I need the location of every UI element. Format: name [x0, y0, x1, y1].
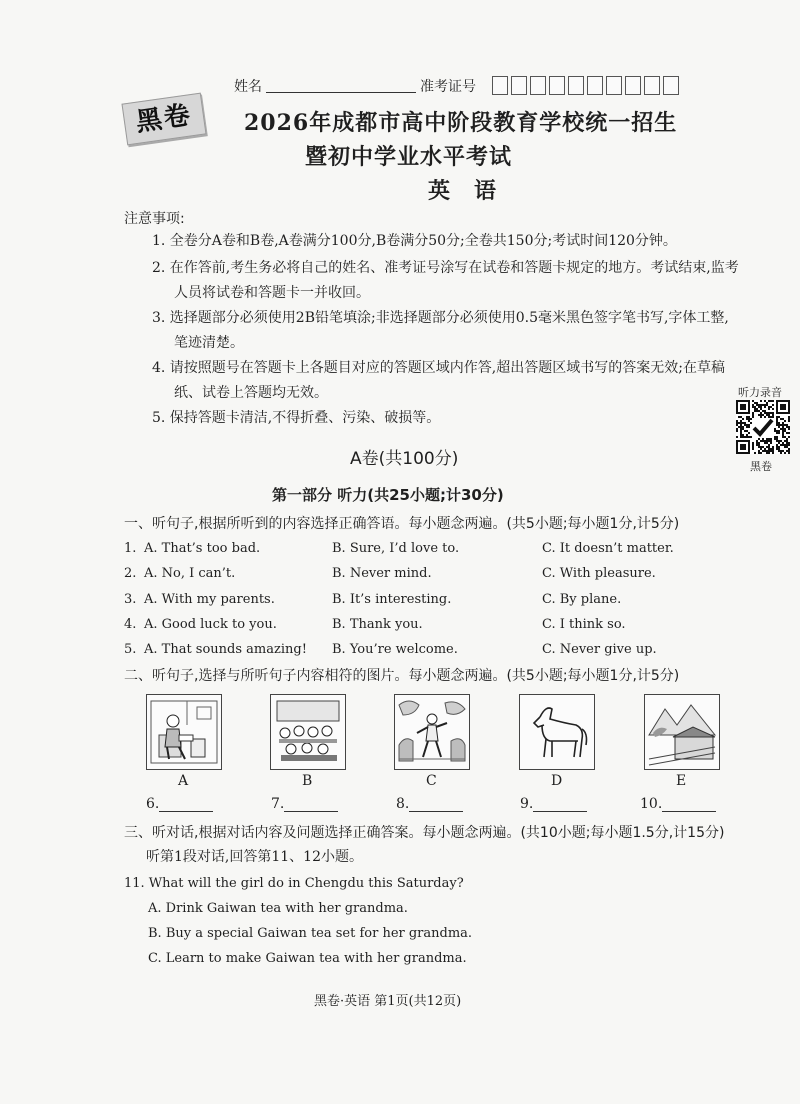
note-item: 5. 保持答题卡清洁,不得折叠、污染、破损等。 — [152, 410, 441, 426]
question-11-option-b[interactable]: B. Buy a special Gaiwan tea set for her grandma. — [148, 926, 473, 941]
name-label: 姓名 — [234, 79, 262, 95]
id-digit-box[interactable] — [530, 76, 546, 95]
qr-code-icon[interactable] — [736, 400, 790, 454]
picture-d — [519, 694, 595, 770]
option-a[interactable]: A. With my parents. — [144, 592, 275, 607]
part-title: 第一部分 听力(共25小题;计30分) — [272, 486, 504, 504]
note-item: 人员将试卷和答题卡一并收回。 — [174, 285, 370, 301]
option-b[interactable]: B. It’s interesting. — [332, 592, 452, 607]
picture-e — [644, 694, 720, 770]
answer-blank[interactable] — [396, 796, 463, 812]
option-a[interactable]: A. Good luck to you. — [144, 617, 277, 632]
option-a[interactable]: A. That sounds amazing! — [144, 642, 307, 657]
blank-number: 9. — [520, 796, 534, 812]
picture-label: E — [676, 773, 687, 789]
answer-blank[interactable] — [520, 796, 587, 812]
answer-blank[interactable] — [271, 796, 338, 812]
option-c[interactable]: C. I think so. — [542, 617, 626, 632]
note-item: 1. 全卷分A卷和B卷,A卷满分100分,B卷满分50分;全卷共150分;考试时间120分钟。 — [152, 233, 677, 249]
picture-label: D — [551, 773, 563, 789]
answer-blank[interactable] — [640, 796, 716, 812]
name-field[interactable] — [266, 92, 416, 93]
picture-label: C — [426, 773, 437, 789]
qr-caption-bottom: 黑卷 — [750, 460, 772, 473]
id-digit-box[interactable] — [663, 76, 679, 95]
blank-number: 10. — [640, 796, 663, 812]
note-item: 4. 请按照题号在答题卡上各题目对应的答题区域内作答,超出答题区域书写的答案无效;在草稿 — [152, 360, 725, 376]
question-number: 5. — [124, 642, 137, 657]
question-number: 3. — [124, 592, 137, 607]
blank-number: 7. — [271, 796, 285, 812]
person-sitting-reading-icon — [147, 695, 221, 769]
note-item: 纸、试卷上答题均无效。 — [174, 385, 328, 401]
option-b[interactable]: B. Never mind. — [332, 566, 432, 581]
blank-number: 6. — [146, 796, 160, 812]
id-digit-box[interactable] — [625, 76, 641, 95]
question-11-option-a[interactable]: A. Drink Gaiwan tea with her grandma. — [148, 901, 408, 916]
id-label: 准考证号 — [420, 79, 476, 95]
id-digit-box[interactable] — [511, 76, 527, 95]
option-a[interactable]: A. No, I can’t. — [144, 566, 236, 581]
option-c[interactable]: C. With pleasure. — [542, 566, 656, 581]
answer-blank[interactable] — [146, 796, 213, 812]
option-c[interactable]: C. Never give up. — [542, 642, 657, 657]
note-item: 笔迹清楚。 — [174, 335, 244, 351]
qr-caption-top: 听力录音 — [738, 386, 782, 399]
question-number: 2. — [124, 566, 137, 581]
section2-heading: 二、听句子,选择与所听句子内容相符的图片。每小题念两遍。(共5小题;每小题1分,计5分) — [124, 668, 680, 684]
exam-title-line1: 2026年成都市高中阶段教育学校统一招生 — [244, 110, 678, 136]
id-digit-box[interactable] — [606, 76, 622, 95]
id-digit-box[interactable] — [549, 76, 565, 95]
picture-b — [270, 694, 346, 770]
id-digit-box[interactable] — [644, 76, 660, 95]
question-number: 4. — [124, 617, 137, 632]
note-item: 3. 选择题部分必须使用2B铅笔填涂;非选择题部分必须使用0.5毫米黑色签字笔书写,字体工整, — [152, 310, 729, 326]
horse-icon — [520, 695, 594, 769]
mountain-pavilion-icon — [645, 695, 719, 769]
exam-title-line2: 暨初中学业水平考试 — [305, 144, 513, 170]
subject-title: 英语 — [428, 178, 521, 204]
picture-label: B — [302, 773, 313, 789]
option-c[interactable]: C. By plane. — [542, 592, 622, 607]
classroom-students-icon — [271, 695, 345, 769]
id-digit-box[interactable] — [492, 76, 508, 95]
question-11-option-c[interactable]: C. Learn to make Gaiwan tea with her grandma. — [148, 951, 467, 966]
person-tai-chi-icon — [395, 695, 469, 769]
section3-heading: 三、听对话,根据对话内容及问题选择正确答案。每小题念两遍。(共10小题;每小题1.5分,计15分) — [124, 825, 725, 841]
blank-number: 8. — [396, 796, 410, 812]
option-a[interactable]: A. That’s too bad. — [144, 541, 261, 556]
question-11-stem: 11. What will the girl do in Chengdu this Saturday? — [124, 876, 464, 891]
id-digit-box[interactable] — [587, 76, 603, 95]
page-footer: 黑卷·英语 第1页(共12页) — [314, 994, 462, 1009]
picture-c — [394, 694, 470, 770]
note-item: 2. 在作答前,考生务必将自己的姓名、准考证号涂写在试卷和答题卡规定的地方。考试结束,监考 — [152, 260, 739, 276]
id-digit-box[interactable] — [568, 76, 584, 95]
notes-heading: 注意事项: — [124, 211, 185, 227]
section1-heading: 一、听句子,根据所听到的内容选择正确答语。每小题念两遍。(共5小题;每小题1分,计5分) — [124, 516, 680, 532]
option-b[interactable]: B. You’re welcome. — [332, 642, 458, 657]
section3-intro: 听第1段对话,回答第11、12小题。 — [146, 849, 363, 865]
option-b[interactable]: B. Thank you. — [332, 617, 423, 632]
heijuan-stamp: 黑卷 — [121, 93, 206, 146]
option-c[interactable]: C. It doesn’t matter. — [542, 541, 674, 556]
option-b[interactable]: B. Sure, I’d love to. — [332, 541, 460, 556]
picture-a — [146, 694, 222, 770]
picture-label: A — [178, 773, 189, 789]
volume-title: A卷(共100分) — [350, 449, 459, 469]
question-number: 1. — [124, 541, 137, 556]
